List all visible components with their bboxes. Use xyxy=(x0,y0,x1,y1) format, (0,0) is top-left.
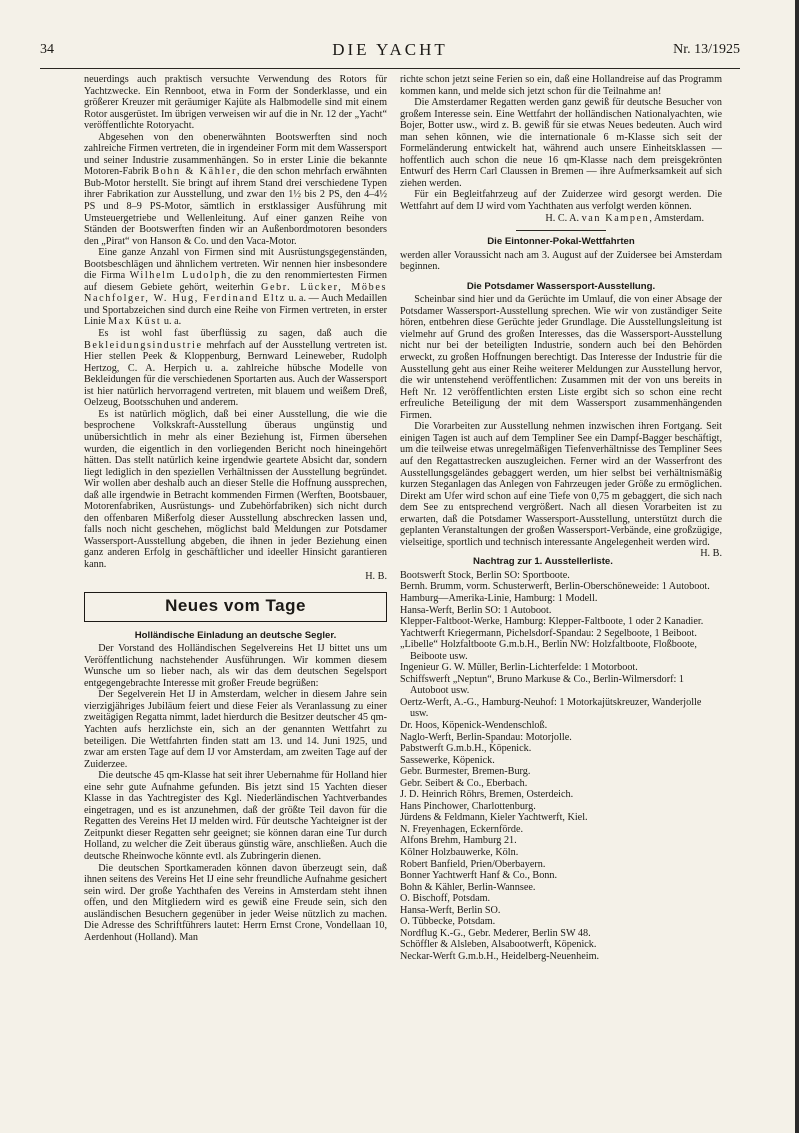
exhibitor-list xyxy=(400,570,722,963)
left-column xyxy=(84,74,387,943)
scan-edge xyxy=(795,0,799,1133)
page-number: 34 xyxy=(40,42,54,57)
list-item: Schiffswerft „Neptun“, Bruno Markuse & Co., Berlin-Wilmersdorf: 1 Autoboot usw. xyxy=(400,673,685,697)
list-item: Yachtwerft Kriegermann, Pichelsdorf-Spandau: 2 Segelboote, 1 Beiboot. xyxy=(400,627,697,639)
paragraph: Eine ganze Anzahl von Firmen sind mit Ausrüstungsgegenständen, Bootsbeschlägen und ähnlichem vertreten. Wir nennen hier insbesondere die Firma Wilhelm Ludolph, die zu den renommiertesten Firmen auf diesem Gebiete gehört, weiterhin Gebr. Lücker, Möbes Nachfolger, W. Hug, Ferdinand Eltz u. a. — Auch Medaillen und Sportabzeichen sind durch eine Reihe von Firmen vertreten, in erster Linie Max Küst u. a. xyxy=(84,247,388,328)
list-item: Gebr. Seibert & Co., Eberbach. xyxy=(400,777,528,789)
list-item: Pabstwerft G.m.b.H., Köpenick. xyxy=(400,743,532,755)
list-item: Ingenieur G. W. Müller, Berlin-Lichterfelde: 1 Motorboot. xyxy=(400,662,638,674)
issue-number: Nr. 13/1925 xyxy=(673,42,740,57)
list-item: Neckar-Werft G.m.b.H., Heidelberg-Neuenheim. xyxy=(400,950,600,962)
list-item: Kölner Holzbauwerke, Köln. xyxy=(400,847,519,858)
author-signature: H. B. xyxy=(365,570,387,582)
list-item: „Libelle“ Holzfaltboote G.m.b.H., Berlin NW: Holzfaltboote, Floßboote, Beiboote usw. xyxy=(400,639,697,662)
paragraph: Der Vorstand des Holländischen Segelvereins Het IJ bittet uns um Veröffentlichung nachstehender Ausführungen. Wir kommen diesem Wunsche um so lieber nach, als wir das dem deutschen Segelsport entgegengebrachte Interesse mit großer Freude begrüßen: xyxy=(84,643,387,689)
paragraph: richte schon jetzt seine Ferien so ein, daß eine Hollandreise auf das Programm kommen kann, und melde sich jetzt schon für die Teilnahme an! xyxy=(400,74,722,97)
list-item: Hansa-Werft, Berlin SO. xyxy=(400,904,501,916)
list-item: Hans Pinchower, Charlottenburg. xyxy=(400,800,536,812)
paragraph: Es ist natürlich möglich, daß bei einer Ausstellung, die wie die besprochene Volkskraft-Ausstellung überaus ungünstig und unübersichtlich in mehr als einer Beziehung ist, Firmen übersehen wurden, die eigentlich in den vorliegenden Bericht noch hineingehört hätten. Das stellt natürlich keine irgendwie geartete Absicht dar, sondern liegt lediglich in den speziellen Verhältnissen der Ausstellung begründet. Wir wollen aber deshalb auch an dieser Stelle die Hoffnung aussprechen, daß alle irgendwie in Betracht kommenden Firmen (Werften, Bootsbauer, Motorenfabriken, Ausrüstungs- und Zubehörfabriken) sich nicht durch den offenbaren Mißerfolg dieser Ausstellung abschrecken lassen und, falls noch nicht geschehen, möglichst bald Meldungen zur Potsdamer Wassersport-Ausstellung abgeben, die ihnen in jeder Beziehung einen ganz anderen Erfolg in geschäftlicher und ideeller Hinsicht garantieren kann. xyxy=(84,408,387,570)
paragraph: Die deutsche 45 qm-Klasse hat seit ihrer Uebernahme für Holland hier eine sehr gute Aufnahme gefunden. Bis jetzt sind 15 Yachten dieser Klasse in das Yachtregister des Kgl. Niederländischen Yachtverbandes eingetragen, und es ist anzunehmen, daß der größte Teil davon für die Regatten des Vereins Het IJ melden wird. Für deutsche Yachteigner ist der Zeitpunkt dieser Regatten sehr geeignet; sie können daran eine Tur durch Holland, zu welcher die Zeit überaus günstig wäre, anschließen. Auch die deutsche Rheinwoche könnte evtl. als Zubringerin dienen. xyxy=(84,770,387,862)
paragraph: Scheinbar sind hier und da Gerüchte im Umlauf, die von einer Absage der Potsdamer Wassersport-Ausstellung sprechen. Wie wir von zuständiger Seite hören, entbehren diese Gerüchte jeder Grundlage. Die Ausstellungsleitung ist vielmehr auf Grund des großen Interesses, das die Wassersport-Ausstellung nicht nur bei der beteiligten Industrie, sondern auch bei den Behörden erweckt, zu großen Hoffnungen berechtigt. Das Interesse der Industrie für die Ausstellung geht aus einer Reihe weiterer Meldungen zur Ausstellung hervor, die wir untenstehend veröffentlichen: Zusammen mit der von uns bereits in Heft Nr. 12 veröffentlichten ersten Liste ergibt sich so schon eine recht erfreuliche Beteiligung der mit dem Wassersport zusammenhängenden Firmen. xyxy=(400,294,722,421)
list-item: Alfons Brehm, Hamburg 21. xyxy=(400,835,517,847)
article-heading: Nachtrag zur 1. Ausstellerliste. xyxy=(473,556,613,568)
section-title: Neues vom Tage xyxy=(165,596,306,616)
paragraph: werden aller Voraussicht nach am 3. August auf der Zuidersee bei Amsterdam beginnen. xyxy=(400,249,722,273)
list-item: Dr. Hoos, Köpenick-Wendenschloß. xyxy=(400,719,548,731)
list-item: Hansa-Werft, Berlin SO: 1 Autoboot. xyxy=(400,604,552,616)
paragraph: Für ein Begleitfahrzeug auf der Zuiderzee wird gesorgt werden. Die Wettfahrt auf dem IJ wird vom Yachthaten aus verfolgt werden können. xyxy=(400,189,722,213)
magazine-title: DIE YACHT xyxy=(332,40,448,59)
list-item: J. D. Heinrich Röhrs, Bremen, Osterdeich. xyxy=(400,789,574,801)
list-item: Jürdens & Feldmann, Kieler Yachtwerft, Kiel. xyxy=(400,812,588,824)
list-item: Naglo-Werft, Berlin-Spandau: Motorjolle. xyxy=(400,731,572,743)
paragraph: Der Segelverein Het IJ in Amsterdam, welcher in diesem Jahre sein vierzigjähriges Jubiläum feiert und diese Feier als Veranlassung zu einer zweitägigen Regatta nimmt, ladet hierdurch die Besitzer deutscher 45 qm-Yachten aufs herzlichste ein, sich an der genannten Wettfahrt zu beteiligen. Die Wettfahrten finden statt am 13. und 14. Juni 1925, und zwar am ersten Tage auf dem IJ vor Amsterdam, am zweiten Tage auf der Zuiderzee. xyxy=(84,689,387,770)
list-item: Sassewerke, Köpenick. xyxy=(400,754,495,766)
header-rule xyxy=(40,68,740,69)
list-item: Robert Banfield, Prien/Oberbayern. xyxy=(400,858,546,870)
list-item: Bonner Yachtwerft Hanf & Co., Bonn. xyxy=(400,870,558,882)
list-item: Klepper-Faltboot-Werke, Hamburg: Klepper-Faltboote, 1 oder 2 Kanadier. xyxy=(400,616,704,628)
list-item: O. Bischoff, Potsdam. xyxy=(400,893,491,905)
paragraph: Es ist wohl fast überflüssig zu sagen, daß auch die Bekleidungsindustrie mehrfach auf der Ausstellung vertreten ist. Hier stellen Peek & Kloppenburg, Bernward Leineweber, Rudolph Hertzog, C. A. Herpich u. a. zahlreiche hübsche Modelle von Bekleidungen für die verschiedenen Sportarten aus. Auch der Wassersport ist hier natürlich hervorragend vertreten, mit blauem und weißem Dreß, Oelzeug, Bootsschuhen und anderem. xyxy=(84,328,387,409)
section-divider xyxy=(516,230,606,231)
paragraph: Die deutschen Sportkameraden können davon überzeugt sein, daß ihnen seitens des Vereins Het IJ eine sehr freundliche Aufnahme gesichert sein wird. Der große Yachthafen des Vereins in Amsterdam steht ihnen offen, und den Mitgliedern wird es gewiß eine Freude sein, sich den ausländischen Besuchern gegenüber in jeder Weise nützlich zu machen. Die Adresse des Schriftführers lautet: Herrn Ernst Crone, Vondellaan 10, Aerdenhout (Holland). Man xyxy=(84,862,387,943)
paragraph: Abgesehen von den obenerwähnten Bootswerften sind noch zahlreiche Firmen vertreten, die in irgendeiner Form mit dem Wassersport und seiner Industrie zusammenhängen. So in erster Linie die bekannte Motoren-Fabrik Bohn & Kähler, die den schon mehrfach erwähnten Bub-Motor herstellt. Sie bringt auf ihrem Stand drei verschiedene Typen ihrer Fabrikation zur Ausstellung, und zwar den 1½ bis 2 PS, den 4–4½ PS und 8–9 PS-Motor, sämtlich in erstklassiger Ausführung mit Umsteuergetriebe und Wellenleitung. Auf einer ganzen Reihe von Ständen der Bootswerften finden wir an Außenbordmotoren besonders den „Pirat“ von Hanson & Co. und den Vaca-Motor. xyxy=(84,131,388,247)
article-heading: Die Eintonner-Pokal-Wettfahrten xyxy=(487,236,635,248)
section-box-heading xyxy=(84,592,387,622)
article-heading: Die Potsdamer Wassersport-Ausstellung. xyxy=(466,280,656,292)
list-item: Gebr. Burmester, Bremen-Burg. xyxy=(400,766,531,778)
list-item: Bootswerft Stock, Berlin SO: Sportboote. xyxy=(400,569,570,581)
list-item: Hamburg—Amerika-Linie, Hamburg: 1 Modell. xyxy=(400,592,598,604)
paragraph: neuerdings auch praktisch versuchte Verwendung des Rotors für Yachtzwecke. Ein Rennboot, etwa in Form der Sonderklasse, und ein größerer Kreuzer mit geräumiger Kajüte als Halbmodelle sind mit einem Rotor ausgerüstet. Im übrigen verweisen wir auf die in Nr. 12 der „Yacht“ veröffentlichte Rotoryacht. xyxy=(84,74,387,132)
list-item: N. Freyenhagen, Eckernförde. xyxy=(400,823,524,835)
paragraph: Die Amsterdamer Regatten werden ganz gewiß für deutsche Besucher von großem Interesse sein. Eine Wettfahrt der holländischen Nationalyachten, wie Bojer, Botter usw., wird z. B. gewiß für sie etwas Neues bedeuten. Auch wird man sehen können, wie die internationale 6 m-Klasse sich seit der Formeländerung entwickelt hat, während auch unsere Einheitsklassen — hoffentlich auch schon die neue 16 qm-Klasse nach dem preisgekrönten Entwurf des Herrn Carl Claussen in Bremen — ihre Aufmerksamkeit auf sich ziehen werden. xyxy=(400,97,722,189)
right-column xyxy=(400,74,722,962)
list-item: Bernh. Brumm, vorm. Schusterwerft, Berlin-Oberschöneweide: 1 Autoboot. xyxy=(400,581,710,593)
paragraph: Die Vorarbeiten zur Ausstellung nehmen inzwischen ihren Fortgang. Seit einigen Tagen ist auch auf dem Templiner See ein Dampf-Bagger beschäftigt, um die teilweise etwas unregelmäßigen Tiefenverhältnisse des Templiner Sees auf den Regattastrecken auszugleichen. Ferner wird an der Wasserfront des Ausstellungsgeländes gebaggert werden, um hier selbst bei verhältnismäßig kurzen Steganlagen das Anlegen von Fahrzeugen jeder Größe zu ermöglichen. Direkt am Ufer wird schon auf eine Tiefe von 0,75 m gebaggert, die sich nach dem See zu entsprechend vergrößert. Nach all diesen Vorarbeiten ist zu erwarten, daß die Potsdamer Wassersport-Ausstellung, unterstützt durch die geplanten Veranstaltungen der großen Wassersport-Verbände, eine großzügige, vielseitige, sportlich und technisch interessante Angelegenheit werden wird. H. B. xyxy=(400,421,722,560)
list-item: Nordflug K.-G., Gebr. Mederer, Berlin SW 48. xyxy=(400,927,591,939)
list-item: O. Tübbecke, Potsdam. xyxy=(400,916,496,928)
author-signature: H. C. A. van Kampen, Amsterdam. xyxy=(545,212,704,224)
list-item: Oertz-Werft, A.-G., Hamburg-Neuhof: 1 Motorkajütskreuzer, Wanderjolle usw. xyxy=(400,696,702,720)
list-item: Bohn & Kähler, Berlin-Wannsee. xyxy=(400,881,536,893)
list-item: Schöffler & Alsleben, Alsabootwerft, Köpenick. xyxy=(400,939,597,951)
page-header xyxy=(40,40,740,62)
article-heading: Holländische Einladung an deutsche Segler. xyxy=(134,629,337,641)
